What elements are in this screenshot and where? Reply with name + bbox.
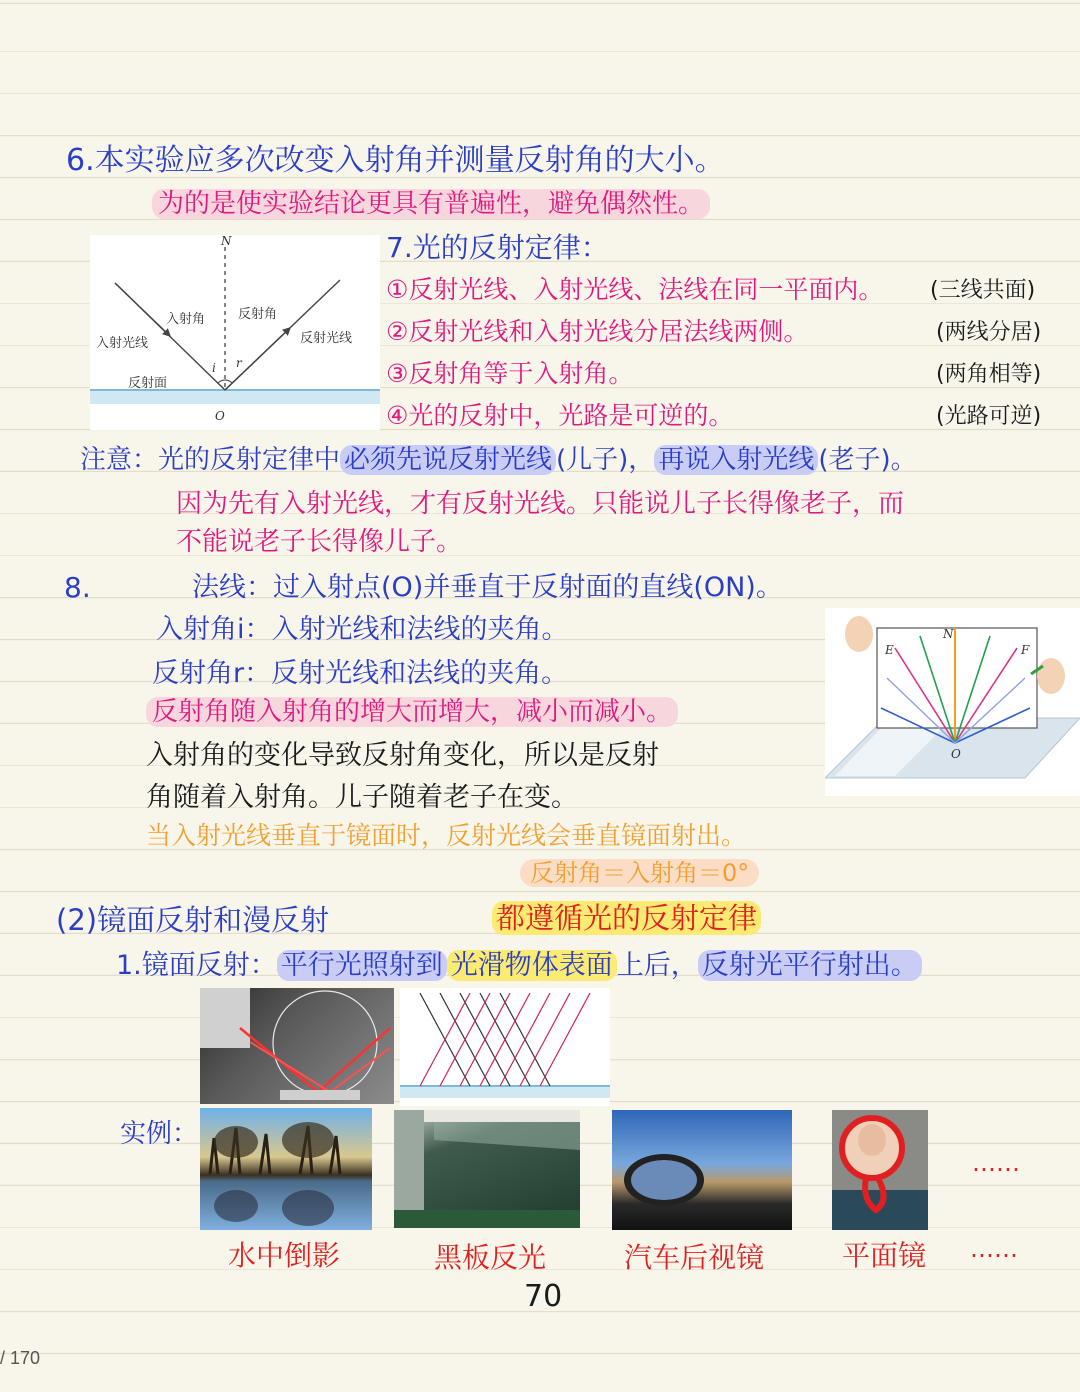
caption-blackboard-glare: 黑板反光	[434, 1241, 547, 1274]
law-title: 7.光的反射定律：	[386, 231, 609, 264]
section8-orange-line: 当入射光线垂直于镜面时，反射光线会垂直镜面射出。	[146, 821, 747, 850]
label-i: i	[212, 361, 216, 375]
examples-dots-1: ……	[972, 1149, 1020, 1177]
caption-car-mirror: 汽车后视镜	[624, 1241, 765, 1274]
experiment-figure-svg	[825, 608, 1080, 796]
law-tag-2: (两线分居)	[936, 320, 1042, 345]
law-item-3: ③反射角等于入射角。	[386, 359, 634, 388]
law-item-2: ②反射光线和入射光线分居法线两侧。	[386, 317, 809, 346]
section8-incident-def: 入射角i：入射光线和法线的夹角。	[156, 614, 569, 645]
law-tag-3: (两角相等)	[936, 362, 1042, 387]
section8-formula: 反射角＝入射角＝0°	[520, 860, 759, 888]
label-incident-angle: 入射角	[166, 312, 206, 327]
page-number: 70	[524, 1279, 563, 1314]
laser-experiment-photo	[200, 988, 394, 1104]
blackboard-photo	[394, 1110, 580, 1228]
section6-title: 6.本实验应多次改变入射角并测量反射角的大小。	[66, 143, 725, 178]
note-line3: 不能说老子长得像儿子。	[176, 527, 463, 557]
note-highlight-reflected: 必须先说反射光线	[340, 445, 556, 475]
caption-water-reflection: 水中倒影	[228, 1239, 341, 1272]
hl-parallel-light: 平行光照射到	[277, 950, 447, 981]
section8-black-line2: 角随着入射角。儿子随着老子在变。	[146, 782, 578, 813]
exp-label-e: E	[885, 643, 894, 657]
paper-board	[877, 628, 1037, 728]
section8-pink-line: 反射角随入射角的增大而增大，减小而减小。	[146, 698, 678, 728]
hl-smooth-surface: 光滑物体表面	[447, 950, 617, 981]
reflection-diagram	[90, 235, 380, 430]
law-item-1: ①反射光线、入射光线、法线在同一平面内。	[386, 275, 884, 304]
note-line2: 因为先有入射光线，才有反射光线。只能说儿子长得像老子，而	[176, 489, 905, 519]
section8-number: 8.	[64, 571, 91, 604]
label-incident-ray: 入射光线	[96, 336, 149, 351]
label-n: N	[221, 235, 232, 248]
exp-label-n: N	[943, 627, 954, 641]
examples-label: 实例：	[120, 1119, 199, 1149]
law-tag-4: (光路可逆)	[936, 404, 1042, 429]
section8-normal-def: 法线：过入射点(O)并垂直于反射面的直线(ON)。	[192, 572, 783, 603]
mirror-surface	[90, 390, 380, 404]
note-highlight-incident: 再说入射光线	[654, 445, 818, 475]
part2-red-title: 都遵循光的反射定律	[492, 902, 761, 935]
specular-definition: 1.镜面反射： 平行光照射到 光滑物体表面 上后， 反射光平行射出。	[116, 950, 922, 981]
experiment-figure	[825, 608, 1080, 796]
parallel-rays-diagram	[400, 988, 610, 1106]
page-counter: / 170	[0, 1348, 41, 1368]
label-r: r	[236, 356, 242, 370]
label-reflected-ray: 反射光线	[300, 331, 353, 346]
reflection-diagram-svg	[90, 235, 380, 430]
note-line1: 注意：光的反射定律中 必须先说反射光线 (儿子)， 再说入射光线 (老子)。	[80, 445, 917, 475]
label-surface: 反射面	[128, 376, 168, 391]
section8-black-line1: 入射角的变化导致反射角变化，所以是反射	[146, 740, 659, 771]
caption-plane-mirror: 平面镜	[842, 1239, 927, 1272]
examples-dots-2: ……	[970, 1235, 1018, 1263]
right-hand-icon	[1037, 658, 1065, 694]
label-reflected-angle: 反射角	[238, 307, 278, 322]
hl-reflected-parallel: 反射光平行射出。	[698, 950, 922, 981]
law-item-4: ④光的反射中，光路是可逆的。	[386, 401, 734, 430]
car-mirror-photo	[612, 1110, 792, 1230]
water-reflection-photo	[200, 1108, 372, 1230]
part2-title: (2)镜面反射和漫反射	[56, 903, 330, 937]
hand-mirror-photo	[832, 1110, 928, 1230]
left-hand-icon	[845, 616, 873, 652]
section6-reason: 为的是使实验结论更具有普遍性，避免偶然性。	[152, 190, 710, 220]
exp-label-o: O	[951, 747, 961, 761]
exp-label-f: F	[1021, 643, 1030, 657]
law-tag-1: (三线共面)	[930, 278, 1036, 303]
section8-reflect-def: 反射角r：反射光线和法线的夹角。	[152, 658, 569, 689]
label-o: O	[215, 409, 225, 423]
